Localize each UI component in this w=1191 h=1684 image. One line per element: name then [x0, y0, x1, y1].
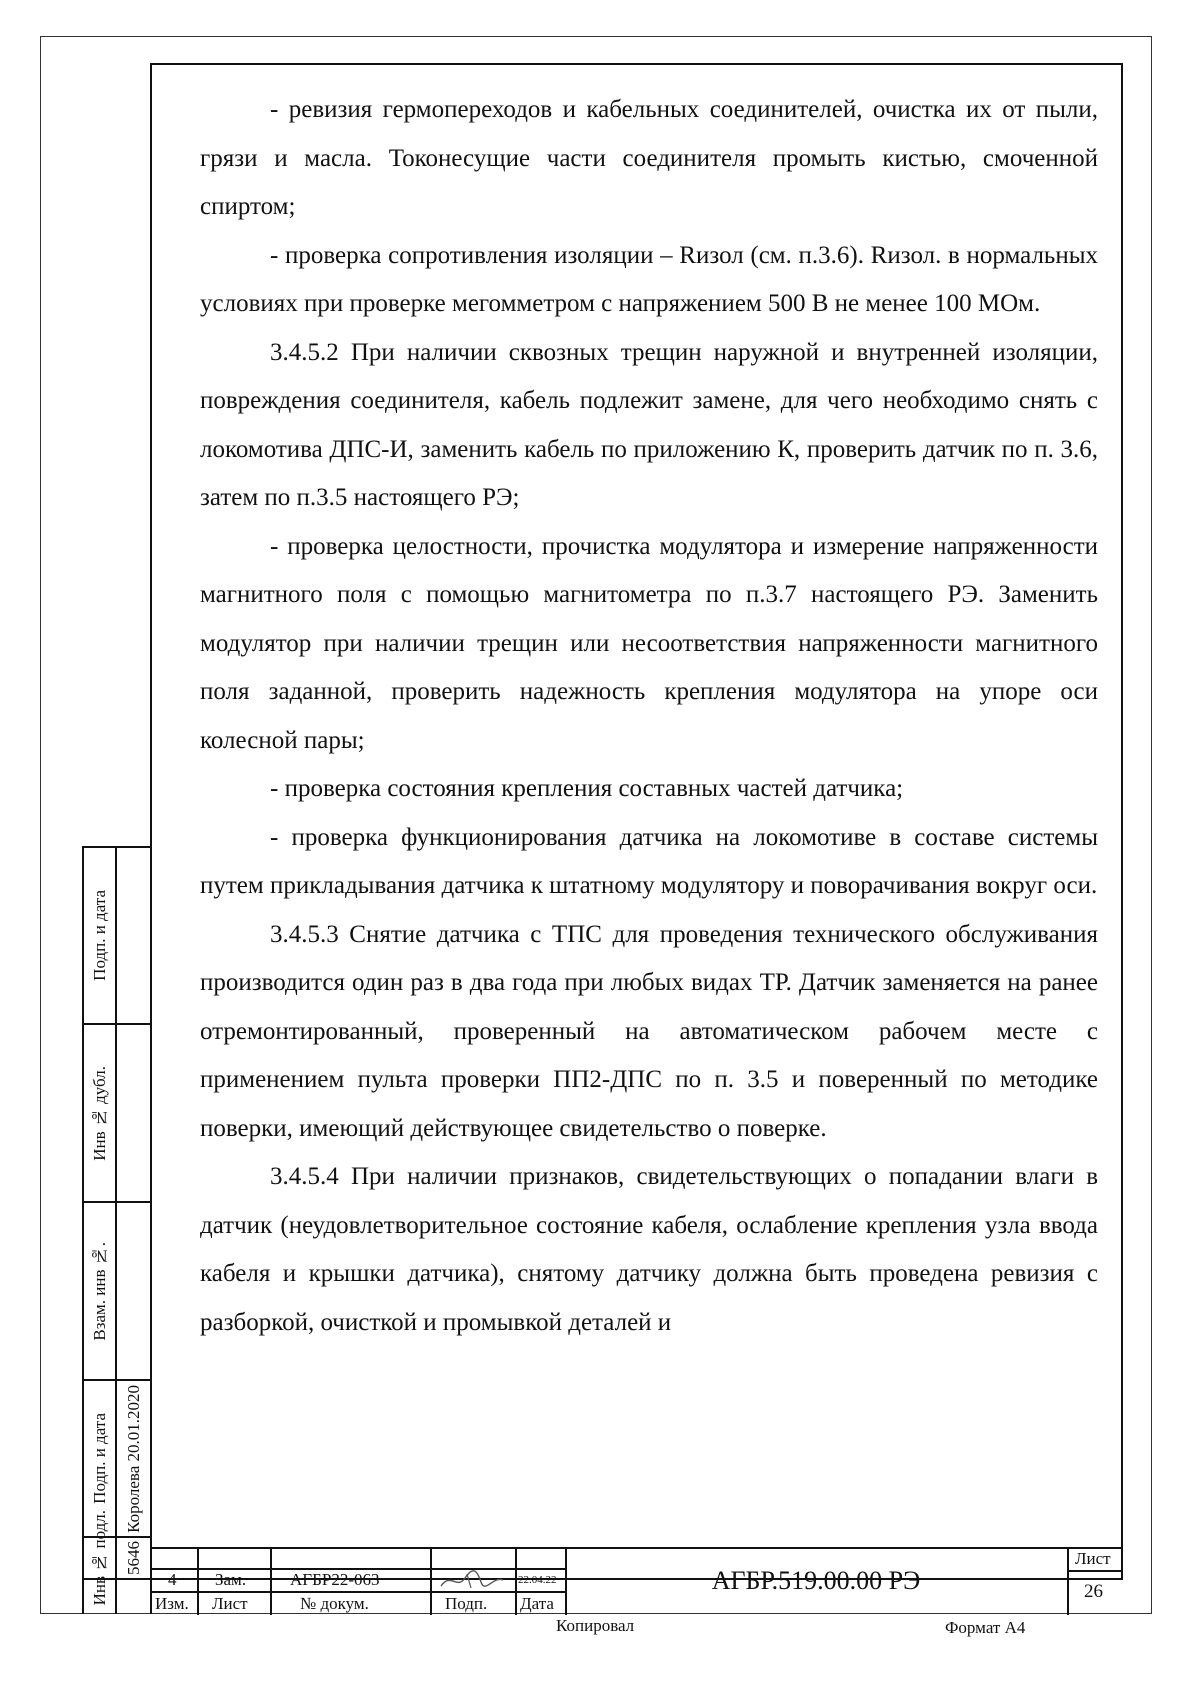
- side-label-podp-data-1: Подп. и дата: [89, 890, 109, 981]
- change-izm: 4: [168, 1570, 177, 1589]
- side-label-inv-podl: Инв № подл.: [89, 1510, 109, 1606]
- side-value-cell-5: [117, 1538, 150, 1578]
- paragraph-8: 3.4.5.4 При наличии признаков, свидетельствующих о попадании влаги в датчик (неудовлетворительное состояние кабеля, ослабление крепления узла ввода кабеля и крышки датчика), снятому датчику должна быть проведена ревизия с разборкой, очисткой и промывкой деталей и: [200, 1163, 1098, 1336]
- side-cell-inv-dubl: [84, 1025, 115, 1203]
- header-signature: Подп.: [445, 1594, 488, 1613]
- side-value-inv-number: 5646: [123, 1541, 143, 1575]
- title-col-line-1: [197, 1547, 199, 1615]
- side-stamp-labels: [82, 846, 117, 1606]
- document-body: [200, 86, 1098, 1516]
- title-col-line-3: [430, 1547, 432, 1615]
- paragraph-1: - ревизия гермопереходов и кабельных соединителей, очистка их от пыли, грязи и масла. Токонесущие части соединителя промыть кистью, смоченной спиртом;: [200, 96, 1098, 220]
- paragraph-4: - проверка целостности, прочистка модулятора и измерение напряженности магнитного поля с помощью магнитометра по п.3.7 настоящего РЭ. Заменить модулятор при наличии трещин или несоответствия напряженности магнитного поля заданной, проверить надежность крепления модулятора на упоре оси колесной пары;: [200, 532, 1098, 754]
- paragraph-5: - проверка состояния крепления составных частей датчика;: [270, 775, 904, 802]
- footer-copied: Копировал: [556, 1616, 635, 1635]
- paragraph-3: 3.4.5.2 При наличии сквозных трещин наружной и внутренней изоляции, повреждения соединителя, кабель подлежит замене, для чего необходимо снять с локомотива ДПС-И, заменить кабель по приложению К, проверить датчик по п. 3.6, затем по п.3.5 настоящего РЭ;: [200, 338, 1098, 511]
- side-line-ext-1: [82, 1578, 84, 1614]
- document-designation: АГБР.519.00.00 РЭ: [711, 1566, 921, 1595]
- title-col-line-6: [1067, 1547, 1069, 1615]
- side-cell-inv-podl: [84, 1510, 115, 1606]
- side-value-cell-2: [117, 1025, 150, 1203]
- paragraph-2: - проверка сопротивления изоляции – Rизол (см. п.3.6). Rизол. в нормальных условиях при проверке мегомметром с напряжением 500 В не менее 100 МОм.: [200, 241, 1098, 317]
- title-col-line-2: [270, 1547, 272, 1615]
- side-stamp-values: [115, 846, 152, 1580]
- header-izm: Изм.: [155, 1594, 189, 1613]
- side-label-inv-dubl: Инв № дубл.: [89, 1065, 109, 1161]
- title-col-line-4: [515, 1547, 517, 1615]
- header-list: Лист: [212, 1594, 248, 1613]
- side-label-vzam-inv: Взам. инв №.: [89, 1241, 109, 1341]
- change-doc-number: АГБР22-063: [290, 1570, 380, 1589]
- sheet-label-line: [1067, 1570, 1123, 1572]
- side-value-signature-date: Королева 20.01.2020: [123, 1384, 143, 1533]
- signature-icon: [437, 1566, 507, 1592]
- change-list: Зам.: [215, 1570, 247, 1589]
- header-date: Дата: [520, 1594, 554, 1613]
- side-line-ext-2: [115, 1578, 117, 1614]
- side-cell-vzam-inv: [84, 1203, 115, 1381]
- side-value-cell-1: [117, 848, 150, 1025]
- side-cell-podp-data-1: [84, 848, 115, 1025]
- change-date: 22.04.22: [518, 1574, 557, 1586]
- header-doc-number: № докум.: [300, 1594, 369, 1613]
- paragraph-7: 3.4.5.3 Снятие датчика с ТПС для проведения технического обслуживания производится один раз в два года при любых видах ТР. Датчик заменяется на ранее отремонтированный, проверенный на автоматическом рабочем месте с применением пульта проверки ПП2-ДПС по п. 3.5 и поверенный по методике поверки, имеющий действующее свидетельство о поверке.: [200, 920, 1098, 1142]
- side-value-cell-4: [117, 1381, 150, 1538]
- side-label-podp-data-2: Подп. и дата: [89, 1413, 109, 1504]
- side-line-ext-3: [150, 1578, 152, 1614]
- footer-format: Формат А4: [945, 1618, 1026, 1637]
- paragraph-6: - проверка функционирования датчика на локомотиве в составе системы путем прикладывания датчика к штатному модулятору и поворачивания вокруг оси.: [200, 823, 1098, 899]
- sheet-number: 26: [1084, 1581, 1103, 1602]
- sheet-label: Лист: [1075, 1549, 1111, 1568]
- side-value-cell-3: [117, 1203, 150, 1381]
